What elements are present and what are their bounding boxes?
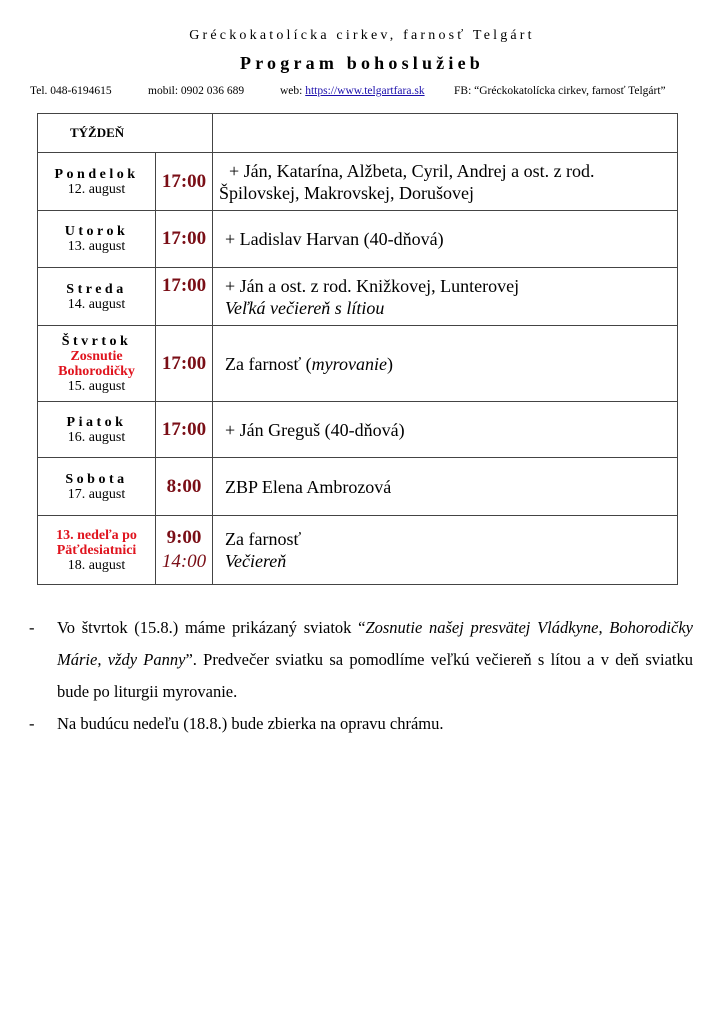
parish-title: Gréckokatolícka cirkev, farnosť Telgárt bbox=[189, 28, 535, 43]
day-cell: Sobota 17. august bbox=[38, 458, 156, 516]
program-title: Program bohoslužieb bbox=[240, 53, 484, 73]
intention-cell: ZBP Elena Ambrozová bbox=[213, 458, 678, 516]
schedule-table bbox=[37, 113, 678, 585]
week-header: TÝŽDEŇ bbox=[38, 114, 213, 153]
time-cell: 17:00 bbox=[156, 153, 213, 211]
time-cell: 17:00 bbox=[156, 268, 213, 326]
time-cell: 17:00 bbox=[156, 326, 213, 402]
day-cell: Pondelok 12. august bbox=[38, 153, 156, 211]
table-row bbox=[38, 458, 678, 516]
intention-cell: Za farnosť (myrovanie) bbox=[213, 326, 678, 402]
day-cell: Štvrtok Zosnutie Bohorodičky 15. august bbox=[38, 326, 156, 402]
table-row bbox=[38, 326, 678, 402]
table-row bbox=[38, 153, 678, 211]
contact-line bbox=[30, 85, 700, 101]
table-row bbox=[38, 268, 678, 326]
day-cell: Streda 14. august bbox=[38, 268, 156, 326]
intention-cell: + Ján a ost. z rod. Knižkovej, Lunterovej Veľká večiereň s lítiou bbox=[213, 268, 678, 326]
facebook: FB: “Gréckokatolícka cirkev, farnosť Telgárt” bbox=[454, 85, 666, 97]
time-cell: 17:00 bbox=[156, 402, 213, 458]
note-item: - Vo štvrtok (15.8.) máme prikázaný sviatok “Zosnutie našej presvätej Vládkyne, Bohorodičky Márie, vždy Panny”. Predvečer sviatku sa pomodlíme veľkú večiereň s lítou a v deň sviatku bude po liturgii myrovanie. bbox=[29, 618, 693, 701]
mobile: mobil: 0902 036 689 bbox=[148, 85, 245, 97]
table-row bbox=[38, 402, 678, 458]
feast-label: Zosnutie Bohorodičky bbox=[58, 348, 135, 379]
notes bbox=[29, 612, 693, 740]
intention-cell: + Ján, Katarína, Alžbeta, Cyril, Andrej a ost. z rod. Špilovskej, Makrovskej, Dorušovej bbox=[213, 153, 678, 211]
web: web: https://www.telgartfara.sk bbox=[280, 85, 425, 97]
day-cell: 13. nedeľa po Päťdesiatnici 18. august bbox=[38, 516, 156, 585]
time-cell: 8:00 bbox=[156, 458, 213, 516]
time-cell: 9:00 14:00 bbox=[156, 516, 213, 585]
feast-label: 13. nedeľa po Päťdesiatnici bbox=[56, 527, 137, 558]
day-cell: Piatok 16. august bbox=[38, 402, 156, 458]
intention-cell: + Ján Greguš (40-dňová) bbox=[213, 402, 678, 458]
intention-cell: + Ladislav Harvan (40-dňová) bbox=[213, 211, 678, 268]
intention-cell: Za farnosť Večiereň bbox=[213, 516, 678, 585]
week-header-empty bbox=[213, 114, 678, 153]
phone: Tel. 048-6194615 bbox=[30, 85, 112, 97]
web-link[interactable]: https://www.telgartfara.sk bbox=[305, 85, 425, 97]
day-cell: Utorok 13. august bbox=[38, 211, 156, 268]
note-item: - Na budúcu nedeľu (18.8.) bude zbierka na opravu chrámu. bbox=[29, 714, 444, 733]
table-row bbox=[38, 516, 678, 585]
time-cell: 17:00 bbox=[156, 211, 213, 268]
table-row bbox=[38, 211, 678, 268]
